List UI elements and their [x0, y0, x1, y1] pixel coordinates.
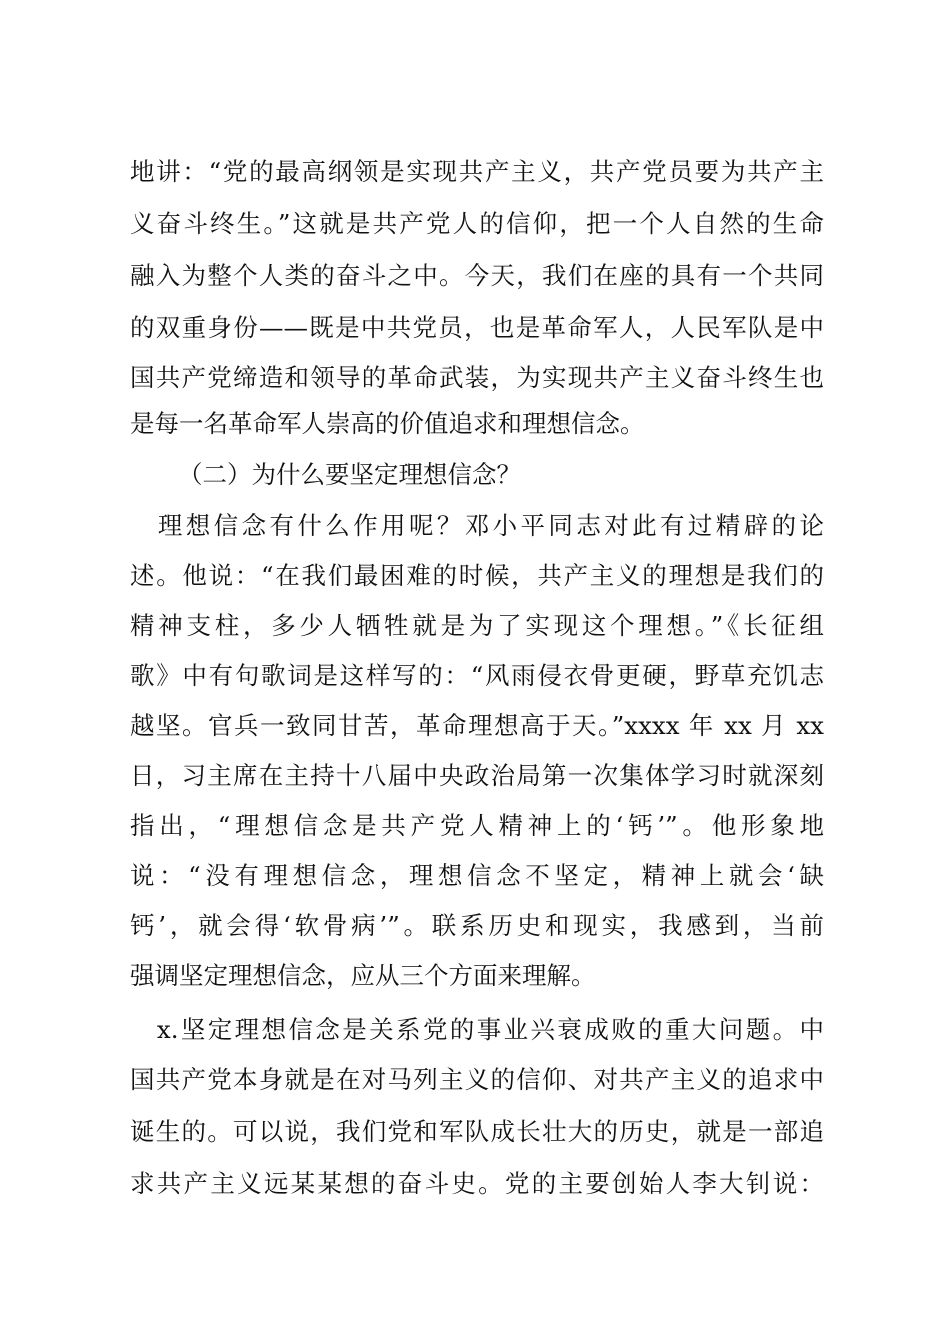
text-line: 指出，“理想信念是共产党人精神上的‘钙’”。他形象地	[130, 811, 824, 840]
text-line: 说：“没有理想信念，理想信念不坚定，精神上就会‘缺	[130, 861, 824, 890]
text-line: 是每一名革命军人崇高的价值追求和理想信念。	[130, 409, 645, 438]
text-line: 诞生的。可以说，我们党和军队成长壮大的历史，就是一部追	[130, 1117, 824, 1146]
text-line: 地讲：“党的最高纲领是实现共产主义，共产党员要为共产主	[130, 157, 824, 186]
text-line: 融入为整个人类的奋斗之中。今天，我们在座的具有一个共同	[130, 261, 824, 290]
text-line: 国共产党缔造和领导的革命武装，为实现共产主义奋斗终生也	[130, 363, 824, 392]
section-heading: （二）为什么要坚定理想信念？	[178, 460, 521, 489]
text-line: 国共产党本身就是在对马列主义的信仰、对共产主义的追求中	[130, 1065, 824, 1094]
text-line: 述。他说：“在我们最困难的时候，共产主义的理想是我们的	[130, 561, 824, 590]
text-line: 义奋斗终生。”这就是共产党人的信仰，把一个人自然的生命	[130, 209, 824, 238]
text-line: x.坚定理想信念是关系党的事业兴衰成败的重大问题。中	[130, 1015, 824, 1044]
text-line: 钙’，就会得‘软骨病’”。联系历史和现实，我感到，当前	[130, 911, 824, 940]
text-line: 强调坚定理想信念，应从三个方面来理解。	[130, 961, 596, 990]
text-line: 歌》中有句歌词是这样写的：“风雨侵衣骨更硬，野草充饥志	[130, 661, 824, 690]
text-line: 精神支柱，多少人牺牲就是为了实现这个理想。”《长征组	[130, 611, 824, 640]
text-line: 求共产主义远某某想的奋斗史。党的主要创始人李大钊说：	[130, 1169, 824, 1198]
text-line: 的双重身份——既是中共党员，也是革命军人，人民军队是中	[130, 313, 824, 342]
text-line: 越坚。官兵一致同甘苦，革命理想高于天。”xxxx 年 xx 月 xx	[130, 711, 824, 740]
text-line: 理想信念有什么作用呢？邓小平同志对此有过精辟的论	[130, 511, 824, 540]
text-line: 日，习主席在主持十八届中央政治局第一次集体学习时就深刻	[130, 761, 824, 790]
